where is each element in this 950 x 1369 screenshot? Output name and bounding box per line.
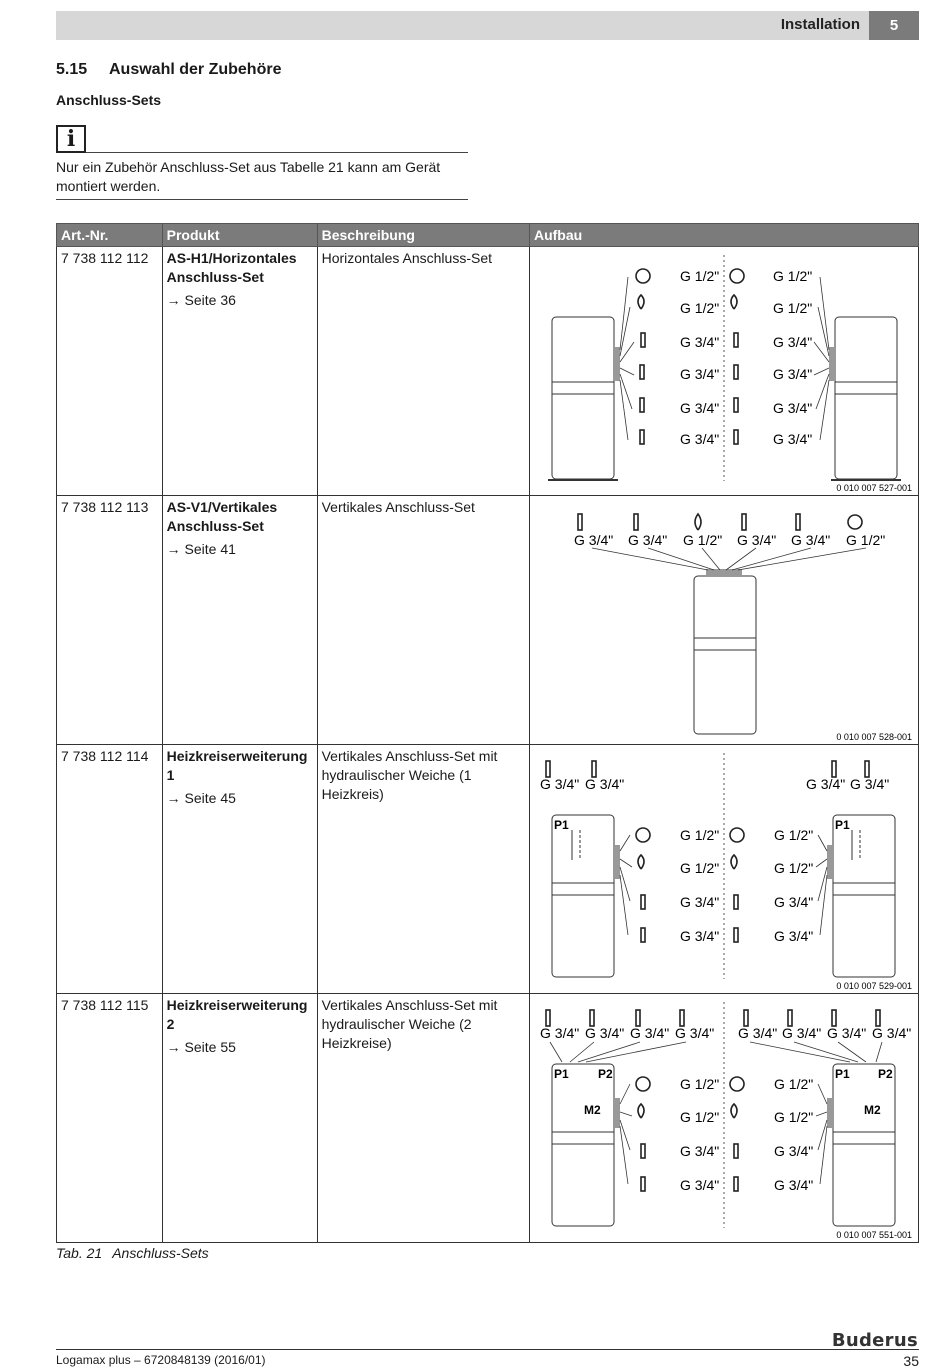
connector-size-label: G 3/4" bbox=[736, 532, 777, 548]
table-row bbox=[57, 994, 919, 1243]
heating-circuit-1-diagram bbox=[530, 745, 918, 993]
figure-code: 0 010 007 529-001 bbox=[836, 981, 912, 991]
header-section-title: Installation bbox=[780, 16, 860, 33]
article-number: 7 738 112 114 bbox=[57, 745, 163, 994]
connector-size-label: G 3/4" bbox=[772, 400, 813, 416]
table-header-row bbox=[57, 224, 919, 247]
description: Vertikales Anschluss-Set bbox=[317, 496, 529, 745]
connector-size-label: G 3/4" bbox=[627, 532, 668, 548]
connector-size-label: G 1/2" bbox=[682, 532, 723, 548]
assembly-figure-cell bbox=[529, 496, 918, 745]
table-caption bbox=[56, 1245, 209, 1261]
connector-size-label: G 3/4" bbox=[584, 1025, 625, 1041]
header-band bbox=[56, 11, 919, 40]
connector-size-label: G 1/2" bbox=[773, 860, 814, 876]
section-number: 5.15 bbox=[56, 61, 88, 78]
product-name: AS-H1/Horizontales Anschluss-Set bbox=[166, 250, 297, 285]
connector-size-label: G 3/4" bbox=[781, 1025, 822, 1041]
table-row bbox=[57, 496, 919, 745]
product-cell bbox=[162, 247, 317, 496]
connector-size-label: G 3/4" bbox=[679, 1143, 720, 1159]
page-reference-link[interactable]: → Seite 45 bbox=[166, 790, 236, 806]
horizontal-set-diagram bbox=[530, 247, 918, 495]
connector-size-label: G 3/4" bbox=[573, 532, 614, 548]
boiler-icon bbox=[552, 815, 620, 977]
boiler-icon bbox=[827, 1064, 895, 1226]
pump-label: P1 bbox=[553, 818, 569, 832]
connector-size-label: G 1/2" bbox=[773, 827, 814, 843]
connector-size-label: G 3/4" bbox=[539, 1025, 580, 1041]
connector-size-label: G 1/2" bbox=[679, 827, 720, 843]
accessory-table bbox=[56, 223, 919, 1243]
column-header: Beschreibung bbox=[317, 224, 529, 247]
product-name: AS-V1/Vertikales Anschluss-Set bbox=[166, 499, 278, 534]
connector-size-label: G 3/4" bbox=[737, 1025, 778, 1041]
figure-code: 0 010 007 551-001 bbox=[836, 1230, 912, 1240]
connector-size-label: G 3/4" bbox=[584, 776, 625, 792]
connector-size-label: G 3/4" bbox=[790, 532, 831, 548]
connector-size-label: G 3/4" bbox=[539, 776, 580, 792]
connector-size-label: G 1/2" bbox=[679, 300, 720, 316]
assembly-figure-cell bbox=[529, 745, 918, 994]
connector-size-label: G 1/2" bbox=[773, 1109, 814, 1125]
connector-size-label: G 3/4" bbox=[679, 334, 720, 350]
subsection-title: Anschluss-Sets bbox=[56, 92, 162, 108]
connector-size-label: G 1/2" bbox=[772, 268, 813, 284]
connector-size-label: G 3/4" bbox=[772, 431, 813, 447]
connector-size-label: G 1/2" bbox=[679, 1109, 720, 1125]
pump-label: P2 bbox=[597, 1067, 613, 1081]
divider bbox=[56, 1349, 919, 1350]
connector-size-label: G 3/4" bbox=[826, 1025, 867, 1041]
boiler-icon bbox=[829, 317, 901, 480]
boiler-icon bbox=[552, 1064, 620, 1226]
connector-size-label: G 3/4" bbox=[679, 1177, 720, 1193]
connector-size-label: G 1/2" bbox=[679, 268, 720, 284]
description: Vertikales Anschluss-Set mit hydraulischer Weiche (1 Heizkreis) bbox=[317, 745, 529, 994]
footer-document-id: Logamax plus – 6720848139 (2016/01) bbox=[56, 1353, 266, 1367]
mixer-label: M2 bbox=[863, 1103, 881, 1117]
connector-size-label: G 1/2" bbox=[845, 532, 886, 548]
connector-size-label: G 3/4" bbox=[805, 776, 846, 792]
connector-size-label: G 3/4" bbox=[679, 431, 720, 447]
column-header: Aufbau bbox=[529, 224, 918, 247]
brand-logo: Buderus bbox=[831, 1330, 918, 1351]
pump-label: P1 bbox=[834, 1067, 850, 1081]
assembly-figure-cell bbox=[529, 247, 918, 496]
pump-label: P1 bbox=[834, 818, 850, 832]
boiler-icon bbox=[548, 317, 620, 480]
article-number: 7 738 112 112 bbox=[57, 247, 163, 496]
connector-size-label: G 3/4" bbox=[849, 776, 890, 792]
assembly-figure-cell bbox=[529, 994, 918, 1243]
article-number: 7 738 112 113 bbox=[57, 496, 163, 745]
connector-size-label: G 3/4" bbox=[679, 928, 720, 944]
connector-size-label: G 3/4" bbox=[772, 334, 813, 350]
connector-size-label: G 1/2" bbox=[773, 1076, 814, 1092]
boiler-icon bbox=[694, 569, 756, 734]
column-header: Art.-Nr. bbox=[57, 224, 163, 247]
table-caption-number: Tab. 21 bbox=[56, 1245, 103, 1261]
pump-label: P2 bbox=[877, 1067, 893, 1081]
page-reference-link[interactable]: → Seite 55 bbox=[166, 1039, 236, 1055]
product-cell bbox=[162, 994, 317, 1243]
product-cell bbox=[162, 496, 317, 745]
connector-size-label: G 3/4" bbox=[674, 1025, 715, 1041]
connector-size-label: G 3/4" bbox=[773, 928, 814, 944]
figure-code: 0 010 007 527-001 bbox=[836, 483, 912, 493]
connector-size-label: G 1/2" bbox=[772, 300, 813, 316]
connector-size-label: G 3/4" bbox=[773, 1143, 814, 1159]
connector-size-label: G 3/4" bbox=[871, 1025, 912, 1041]
description: Horizontales Anschluss-Set bbox=[317, 247, 529, 496]
chapter-number: 5 bbox=[869, 11, 919, 40]
connector-size-label: G 1/2" bbox=[679, 1076, 720, 1092]
connector-size-label: G 3/4" bbox=[773, 894, 814, 910]
info-note: Nur ein Zubehör Anschluss-Set aus Tabelle 21 kann am Gerät montiert werden. bbox=[56, 159, 441, 194]
page-reference-link[interactable]: → Seite 41 bbox=[166, 541, 236, 557]
boiler-icon bbox=[827, 815, 895, 977]
info-icon: i bbox=[56, 125, 86, 153]
connector-size-label: G 3/4" bbox=[679, 894, 720, 910]
connector-size-label: G 1/2" bbox=[679, 860, 720, 876]
article-number: 7 738 112 115 bbox=[57, 994, 163, 1243]
heating-circuit-2-diagram bbox=[530, 994, 918, 1242]
connector-size-label: G 3/4" bbox=[679, 400, 720, 416]
page-number: 35 bbox=[903, 1353, 919, 1369]
product-cell bbox=[162, 745, 317, 994]
connector-size-label: G 3/4" bbox=[679, 366, 720, 382]
product-name: Heizkreiserweiterung 2 bbox=[166, 997, 308, 1032]
section-title: Auswahl der Zubehöre bbox=[109, 61, 282, 78]
mixer-label: M2 bbox=[583, 1103, 601, 1117]
product-name: Heizkreiserweiterung 1 bbox=[166, 748, 308, 783]
divider bbox=[86, 152, 468, 153]
figure-code: 0 010 007 528-001 bbox=[836, 732, 912, 742]
divider bbox=[56, 199, 468, 200]
table-row bbox=[57, 247, 919, 496]
page-reference-link[interactable]: → Seite 36 bbox=[166, 292, 236, 308]
table-caption-text: Anschluss-Sets bbox=[112, 1245, 209, 1261]
connector-size-label: G 3/4" bbox=[772, 366, 813, 382]
description: Vertikales Anschluss-Set mit hydraulischer Weiche (2 Heizkreise) bbox=[317, 994, 529, 1243]
connector-size-label: G 3/4" bbox=[629, 1025, 670, 1041]
pump-label: P1 bbox=[553, 1067, 569, 1081]
connector-size-label: G 3/4" bbox=[773, 1177, 814, 1193]
column-header: Produkt bbox=[162, 224, 317, 247]
table-row bbox=[57, 745, 919, 994]
vertical-set-diagram bbox=[530, 496, 918, 744]
